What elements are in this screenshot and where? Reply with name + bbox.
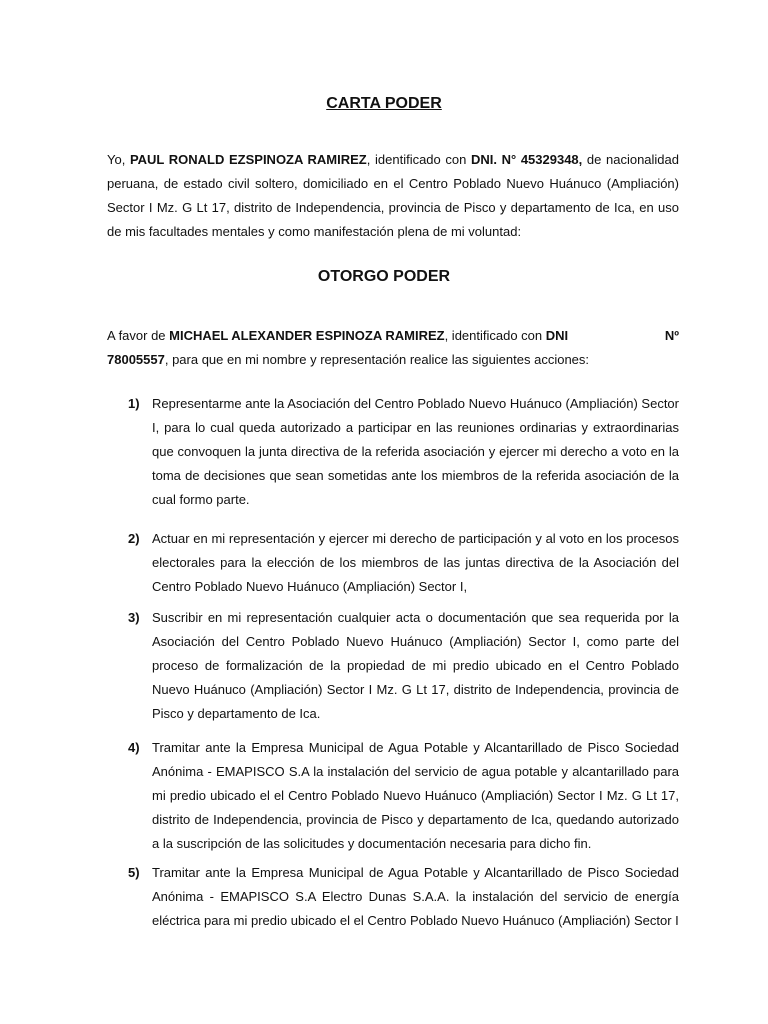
list-item — [128, 861, 679, 933]
list-item — [128, 527, 679, 599]
grantee-name: MICHAEL ALEXANDER ESPINOZA RAMIREZ — [169, 328, 445, 343]
item-number: 1) — [128, 396, 140, 411]
item-number: 5) — [128, 865, 140, 880]
section-heading: OTORGO PODER — [317, 268, 451, 285]
item-text: Actuar en mi representación y ejercer mi derecho de participación y al voto en los procesos electorales para la elección de los miembros de las juntas directiva de la Asociación del Centro Poblado Nuevo Huánuco (Ampliación) Sector I, — [152, 531, 679, 594]
grantee-dni-number: 78005557 — [107, 352, 165, 367]
favor-paragraph — [107, 324, 679, 372]
list-item — [128, 392, 679, 512]
grantor-dni: DNI. N° 45329348, — [470, 152, 583, 167]
item-text: Suscribir en mi representación cualquier acta o documentación que sea requerida por la Asociación del Centro Poblado Nuevo Huánuco (Ampliación) Sector I, como parte del proceso de formalización de la propiedad de mi predio ubicado en el Centro Poblado Nuevo Huánuco (Ampliación) Sector I Mz. G Lt 17, distrito de Independencia, provincia de Pisco y departamento de Ica. — [152, 610, 679, 721]
item-number: 4) — [128, 740, 140, 755]
favor-text-3: , para que en mi nombre y representación realice las siguientes acciones: — [164, 352, 590, 367]
item-text: Tramitar ante la Empresa Municipal de Agua Potable y Alcantarillado de Pisco Sociedad Anónima - EMAPISCO S.A Electro Dunas S.A.A. la instalación del servicio de energía eléctrica para mi predio ubicado el el Centro Poblado Nuevo Huánuco (Ampliación) Sector I — [152, 865, 679, 928]
document-title: CARTA PODER — [326, 95, 442, 112]
list-item — [128, 606, 679, 726]
intro-text-2: , identificado con — [366, 152, 471, 167]
intro-text-1: Yo, — [107, 152, 130, 167]
item-text: Representarme ante la Asociación del Centro Poblado Nuevo Huánuco (Ampliación) Sector I, para lo cual queda autorizado a participar en las reuniones ordinarias y extraordinarias que convoquen la junta directiva de la referida asociación y ejercer mi derecho a voto en la toma de decisiones que sean sometidas ante los miembros de la referida asociación de la cual formo parte. — [152, 396, 679, 507]
list-item — [128, 736, 679, 856]
favor-text-1: A favor de — [107, 328, 170, 343]
item-number: 3) — [128, 610, 140, 625]
dni-no-label: Nº — [664, 328, 679, 343]
grantee-dni-label: DNI — [545, 328, 569, 343]
item-number: 2) — [128, 531, 140, 546]
grantor-name: PAUL RONALD EZSPINOZA RAMIREZ — [129, 152, 367, 167]
favor-text-2: , identificado con — [444, 328, 546, 343]
intro-paragraph — [107, 148, 679, 244]
item-text: Tramitar ante la Empresa Municipal de Agua Potable y Alcantarillado de Pisco Sociedad Anónima - EMAPISCO S.A la instalación del servicio de agua potable y alcantarillado para mi predio ubicado el el Centro Poblado Nuevo Huánuco (Ampliación) Sector I Mz. G Lt 17, distrito de Independencia, provincia de Pisco y departamento de Ica, quedando autorizado a la suscripción de las solicitudes y documentación necesaria para dicho fin. — [152, 740, 679, 851]
intro-text-3: de nacionalidad peruana, de estado civil soltero, domiciliado en el Centro Poblado Nuevo Huánuco (Ampliación) Sector I Mz. G Lt 17, distrito de Independencia, provincia de Pisco y departamento de Ica, en uso de mis facultades mentales y como manifestación plena de mi voluntad: — [107, 152, 679, 239]
